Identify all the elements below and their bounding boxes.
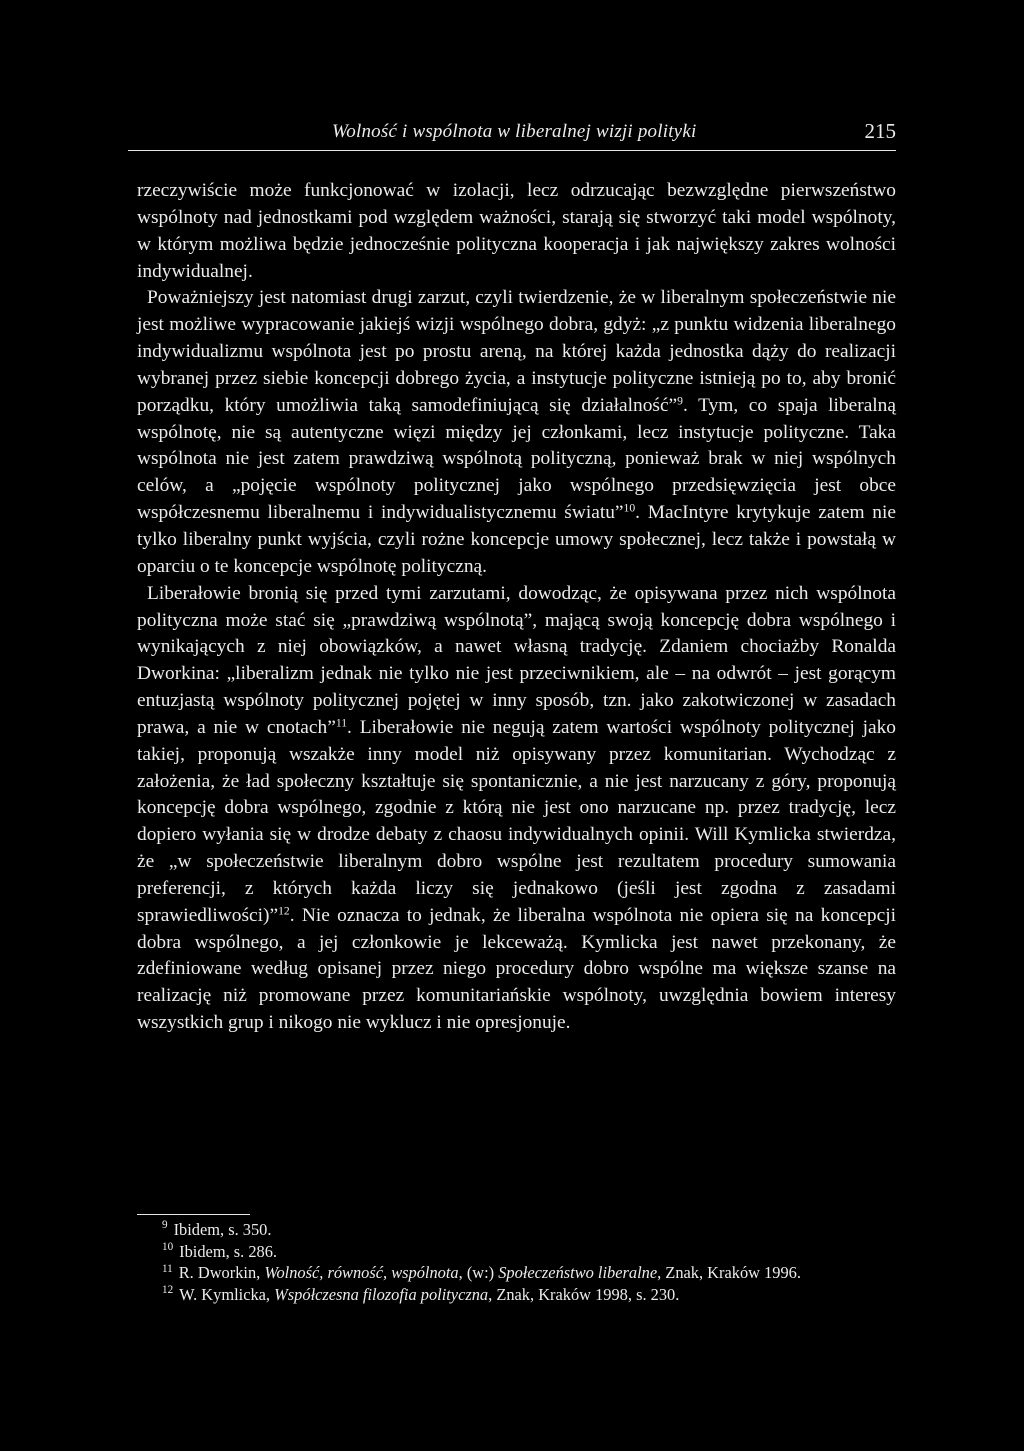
paragraph-text: . Liberałowie nie negują zatem wartości wspólnoty politycznej jako takiej, proponują wszakże inny model niż opisywany przez komunitarian. Wychodząc z założenia, że ład społeczny kształtuje się spontanicznie, a nie jest narzucany z góry, proponują koncepcję dobra wspólnego, zgodnie z którą nie jest ono narzucane np. przez tradycję, lecz dopiero wyłania się w drodze debaty z chaosu indywidualnych opinii. Will Kymlicka stwierdza, że „w społeczeństwie liberalnym dobro wspólne jest rezultatem procedury sumowania preferencji, z których każda liczy się jednakowo (jeśli jest zgodna z zasadami sprawiedliwości)” <box>137 716 897 926</box>
footnote <box>137 1262 896 1284</box>
footnote-number: 10 <box>162 1240 174 1253</box>
footnote-number: 12 <box>162 1284 174 1297</box>
paragraph <box>137 285 896 580</box>
footnote <box>137 1219 896 1241</box>
footnote-text: Ibidem, s. 350. <box>173 1220 272 1239</box>
paragraph-text: . Nie oznacza to jednak, że liberalna wspólnota nie opiera się na koncepcji dobra wspólnego, a jej członkowie je lekceważą. Kymlicka jest nawet przekonany, że zdefiniowane według opisanej przez niego procedury dobro wspólne ma większe szanse na realizację niż promowane przez komunitariańskie wspólnoty, uwzględnia bowiem interesy wszystkich grup i nikogo nie wyklucz i nie opresjonuje. <box>137 904 896 1034</box>
footnote-text: , Znak, Kraków 1996. <box>657 1263 801 1283</box>
page-header <box>128 121 896 147</box>
footnote-ref: 12 <box>278 904 290 918</box>
paragraph-text: Poważniejszy jest natomiast drugi zarzut, czyli twierdzenie, że w liberalnym społeczeństwie nie jest możliwe wypracowanie jakiejś wizji wspólnego dobra, gdyż: „z punktu widzenia liberalnego indywidualizmu wspólnota jest po prostu areną, na której każda jednostka dąży do realizacji wybranej przez siebie koncepcji dobrego życia, a instytucje polityczne istnieją po to, aby bronić porządku, który umożliwia taką samodefiniującą się działalność” <box>137 287 896 416</box>
footnote-ref: 9 <box>677 394 683 408</box>
footnote-number: 9 <box>162 1219 168 1232</box>
footnote-source: Społeczeństwo liberalne <box>498 1263 658 1283</box>
footnote-text: Ibidem, s. 286. <box>179 1241 278 1261</box>
footnotes <box>137 1219 896 1305</box>
footnote-title: Wolność, równość, wspólnota <box>264 1263 459 1283</box>
footnote <box>137 1284 896 1306</box>
paragraph-continued <box>137 178 896 285</box>
body-text <box>137 178 896 1037</box>
page-number: 215 <box>864 119 896 143</box>
footnote <box>137 1241 896 1263</box>
footnote-text: W. Kymlicka, <box>179 1284 275 1304</box>
paragraph-text: rzeczywiście może funkcjonować w izolacji, lecz odrzucając bezwzględne pierwszeństwo wspólnoty nad jednostkami pod względem ważności, starają się stworzyć taki model wspólnoty, w którym możliwa będzie jednocześnie polityczna kooperacja i jak największy zakres wolności indywidualnej. <box>137 180 896 282</box>
footnote-number: 11 <box>162 1262 173 1275</box>
footnote-title: Współczesna filozofia polityczna <box>274 1284 489 1304</box>
footnote-ref: 11 <box>335 716 348 730</box>
footnote-text: R. Dworkin, <box>178 1263 265 1283</box>
header-rule <box>128 150 896 151</box>
running-title: Wolność i wspólnota w liberalnej wizji polityki <box>332 121 697 142</box>
footnote-text: , (w:) <box>458 1263 499 1283</box>
footnote-text: , Znak, Kraków 1998, s. 230. <box>488 1284 680 1304</box>
paragraph-text: . Tym, co spaja liberalną wspólnotę, nie są autentyczne więzi między jej członkami, lecz instytucje polityczne. Taka wspólnota nie jest zatem prawdziwą wspólnotą polityczną, ponieważ brak w niej wspólnych celów, a „pojęcie wspólnoty politycznej jako wspólnego przedsięwzięcia jest obce współczesnemu liberalnemu i indywidualistycznemu światu” <box>137 394 896 524</box>
paragraph-text: . MacIntyre krytykuje zatem nie tylko liberalny punkt wyjścia, czyli rożne koncepcje umowy społecznej, lecz także i powstałą w oparciu o te koncepcje wspólnotę polityczną. <box>137 502 896 577</box>
paragraph <box>137 581 896 1037</box>
paragraph-text: Liberałowie bronią się przed tymi zarzutami, dowodząc, że opisywana przez nich wspólnota polityczna może stać się „prawdziwą wspólnotą”, mającą swoją koncepcję dobra wspólnego i wynikających z niej obowiązków, a nawet własną tradycję. Zdaniem chociażby Ronalda Dworkina: „liberalizm jednak nie tylko nie jest przeciwnikiem, ale – na odwrót – jest gorącym entuzjastą wspólnoty politycznej pojętej w inny sposób, tzn. jako zakotwiczonej w zasadach prawa, a nie w cnotach” <box>137 582 896 738</box>
footnote-ref: 10 <box>623 501 636 515</box>
footnote-rule <box>137 1214 250 1215</box>
